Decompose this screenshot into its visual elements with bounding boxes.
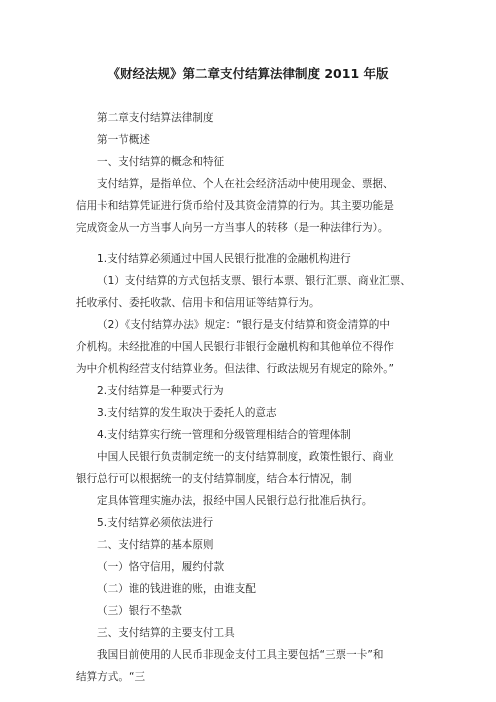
document-title: 《财经法规》第二章支付结算法律制度 2011 年版: [107, 66, 389, 81]
text-line: 我国目前使用的人民币非现金支付工具主要包括“三票一卡”和: [97, 649, 384, 661]
text-line: 结算方式。“三: [76, 671, 146, 683]
text-line: 中国人民银行负责制定统一的支付结算制度，政策性银行、商业: [97, 451, 394, 463]
text-line: 银行总行可以根据统一的支付结算制度，结合本行情况，制: [76, 473, 352, 485]
text-line: （三）银行不垫款: [97, 605, 182, 617]
text-line: 1.支付结算必须通过中国人民银行批准的金融机构进行: [97, 253, 351, 265]
text-line: （2）《支付结算办法》规定：“银行是支付结算和资金清算的中: [97, 319, 390, 331]
text-line: 第一节概述: [97, 134, 150, 146]
text-line: 信用卡和结算凭证进行货币给付及其资金清算的行为。其主要功能是: [76, 200, 394, 212]
text-line: 托收承付、委托收款、信用卡和信用证等结算行为。: [76, 297, 320, 309]
text-line: 2.支付结算是一种要式行为: [97, 385, 224, 397]
text-line: 定具体管理实施办法，报经中国人民银行总行批准后执行。: [97, 495, 373, 507]
text-line: （一）恪守信用，履约付款: [97, 561, 225, 573]
text-line: 3.支付结算的发生取决于委托人的意志: [97, 407, 277, 419]
text-line: 介机构。未经批准的中国人民银行非银行金融机构和其他单位不得作: [76, 341, 394, 353]
text-line: 三、支付结算的主要支付工具: [97, 627, 235, 639]
text-line: 完成资金从一方当事人向另一方当事人的转移（是一种法律行为）。: [76, 222, 389, 234]
text-line: 第二章支付结算法律制度: [97, 112, 214, 124]
text-line: 4.支付结算实行统一管理和分级管理相结合的管理体制: [97, 429, 351, 441]
text-line: 为中介机构经营支付结算业务。但法律、行政法规另有规定的除外。”: [76, 363, 394, 375]
text-line: 5.支付结算必须依法进行: [97, 517, 214, 529]
text-line: （1）支付结算的方式包括支票、银行本票、银行汇票、商业汇票、: [97, 275, 411, 287]
text-line: 一、支付结算的概念和特征: [97, 156, 225, 168]
text-line: 支付结算，是指单位、个人在社会经济活动中使用现金、票据、: [97, 178, 394, 190]
text-line: 二、支付结算的基本原则: [97, 539, 214, 551]
text-line: （二）谁的钱进谁的账，由谁支配: [97, 583, 256, 595]
